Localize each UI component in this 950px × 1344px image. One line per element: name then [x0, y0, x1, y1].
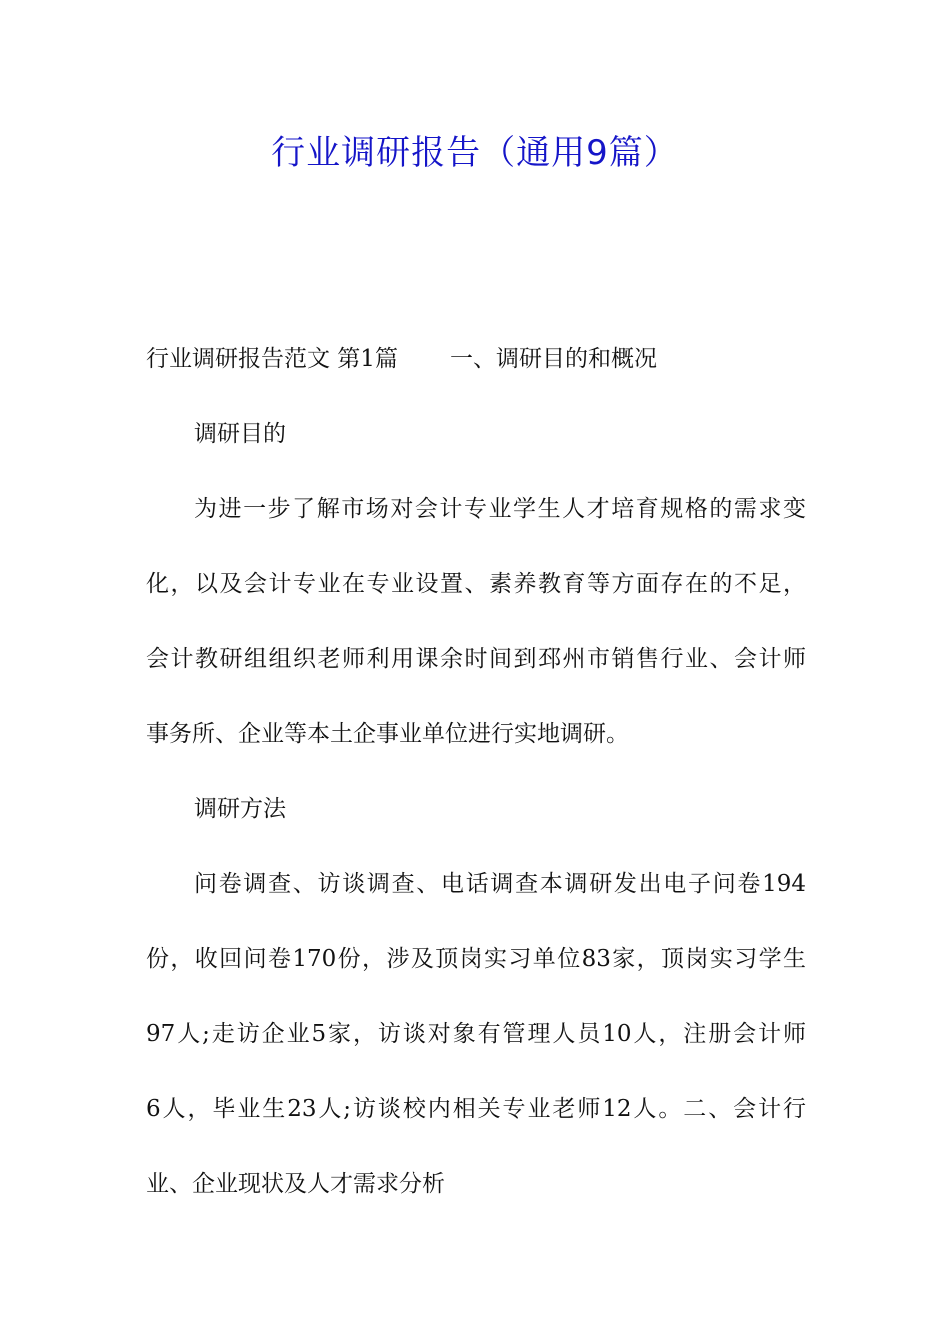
article-label: 行业调研报告范文 第1篇	[146, 346, 398, 372]
document-title: 行业调研报告（通用9篇）	[271, 133, 679, 173]
paragraph-line: 97人;走访企业5家，访谈对象有管理人员10人，注册会计师	[146, 1021, 806, 1047]
paragraph-line: 事务所、企业等本土企事业单位进行实地调研。	[146, 721, 629, 747]
heading-line	[146, 342, 806, 376]
paragraph-line: 为进一步了解市场对会计专业学生人才培育规格的需求变	[194, 496, 806, 522]
section-heading-purpose-overview: 一、调研目的和概况	[449, 346, 657, 372]
paragraph-line: 化，以及会计专业在专业设置、素养教育等方面存在的不足，	[146, 571, 806, 597]
paragraph-line: 业、企业现状及人才需求分析	[146, 1171, 445, 1197]
paragraph-line: 份，收回问卷170份，涉及顶岗实习单位83家，顶岗实习学生	[146, 946, 806, 972]
paragraph-line: 会计教研组组织老师利用课余时间到邳州市销售行业、会计师	[146, 646, 806, 672]
section-heading-method: 调研方法	[194, 796, 286, 822]
paragraph-line: 问卷调查、访谈调查、电话调查本调研发出电子问卷194	[194, 871, 806, 897]
paragraph-line: 6人，毕业生23人;访谈校内相关专业老师12人。二、会计行	[146, 1096, 806, 1122]
section-heading-purpose: 调研目的	[194, 421, 286, 447]
